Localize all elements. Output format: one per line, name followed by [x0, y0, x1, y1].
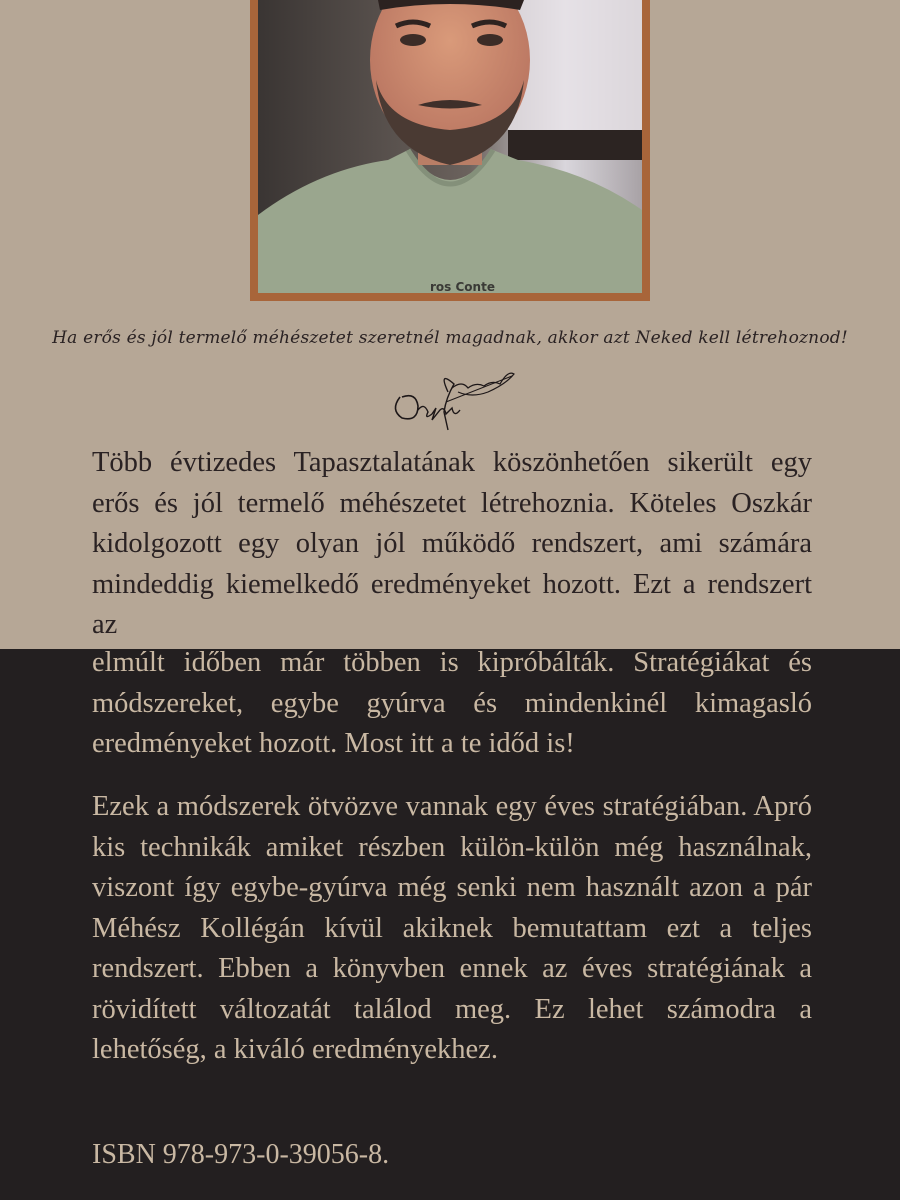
intro-paragraph-continued — [92, 643, 812, 765]
author-portrait — [258, 0, 642, 293]
intro-paragraph — [92, 443, 812, 646]
motto-quote: Ha erős és jól termelő méhészetet szeretnél magadnak, akkor azt Neked kell létrehoznod! — [52, 328, 848, 348]
author-portrait-frame — [250, 0, 650, 301]
author-signature — [388, 362, 518, 432]
strategy-paragraph-text: Ezek a módszerek ötvözve vannak egy éves stratégiában. Apró kis technikák amiket részben külön-külön még használnak, viszont így egybe-gyúrva még senki nem használt azon a pár Méhész Kollégán kívül akiknek bemutattam ezt a teljes rendszert. Ebben a könyvben ennek az éves stratégiának a rövidített változatát találod meg. Ez lehet számodra a lehetőség, a kiváló eredményekhez. — [92, 791, 812, 1065]
svg-text:ros Conte: ros Conte — [430, 280, 495, 293]
isbn-number: ISBN 978-973-0-39056-8. — [92, 1139, 390, 1170]
intro-paragraph-part1: Több évtizedes Tapasztalatának köszönhetően sikerült egy erős és jól termelő méhészetet létrehoznia. Köteles Oszkár kidolgozott egy olyan jól működő rendszert, ami számára mindeddig kiemelkedő eredményeket hozott. Ezt a rendszert az — [92, 447, 812, 640]
intro-paragraph-part2: elmúlt időben már többen is kipróbálták. Stratégiákat és módszereket, egybe gyúrva és mindenkinél kimagasló eredményeket hozott. Most itt a te időd is! — [92, 647, 812, 759]
strategy-paragraph — [92, 787, 812, 1071]
